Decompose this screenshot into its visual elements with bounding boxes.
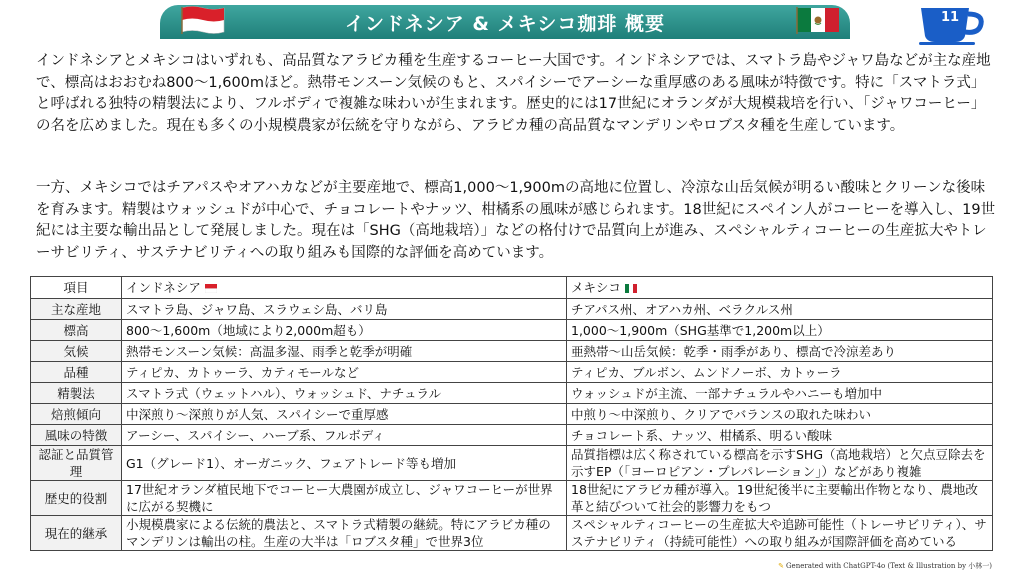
footer-credit [778, 561, 992, 571]
mexico-cell: スペシャルティコーヒーの生産拡大や追跡可能性（トレーサビリティ）、サステナビリティ（持続可能性）への取り組みが国際評価を高めている [567, 516, 993, 551]
row-label: 歴史的役割 [31, 481, 122, 516]
mexico-cell: 中煎り〜中深煎り、クリアでバランスの取れた味わい [567, 404, 993, 425]
table-row [31, 362, 993, 383]
indonesia-cell: 17世紀オランダ植民地下でコーヒー大農園が成立し、ジャワコーヒーが世界に広がる契機に [122, 481, 567, 516]
header-mexico [567, 277, 993, 299]
mexico-mini-flag-icon [625, 284, 637, 293]
indonesia-cell: 800〜1,600m（地域により2,000m超も） [122, 320, 567, 341]
table-header-row [31, 277, 993, 299]
header-indonesia-label: インドネシア [126, 280, 201, 295]
title-banner [160, 5, 850, 39]
mexico-cell: 1,000〜1,900m（SHG基準で1,200m以上） [567, 320, 993, 341]
indonesia-cell: 小規模農家による伝統的農法と、スマトラ式精製の継続。特にアラビカ種のマンデリンは輸出の柱。生産の大半は「ロブスタ種」で世界3位 [122, 516, 567, 551]
mexico-cell: チョコレート系、ナッツ、柑橘系、明るい酸味 [567, 425, 993, 446]
intro-paragraph-2 [36, 178, 996, 264]
row-label: 品種 [31, 362, 122, 383]
indonesia-cell: スマトラ式（ウェットハル）、ウォッシュド、ナチュラル [122, 383, 567, 404]
indonesia-cell: ティピカ、カトゥーラ、カティモールなど [122, 362, 567, 383]
header-item: 項目 [31, 277, 122, 299]
row-label: 標高 [31, 320, 122, 341]
table-row [31, 341, 993, 362]
table-row [31, 446, 993, 481]
comparison-table [30, 276, 993, 551]
mexico-flag-icon [795, 4, 841, 36]
mexico-cell: ティピカ、ブルボン、ムンドノーボ、カトゥーラ [567, 362, 993, 383]
indonesia-cell: G1（グレード1）、オーガニック、フェアトレード等も増加 [122, 446, 567, 481]
row-label: 風味の特徴 [31, 425, 122, 446]
indonesia-flag-icon [180, 4, 226, 36]
intro-text-2: 一方、メキシコではチアパスやオアハカなどが主要産地で、標高1,000〜1,900mの高地に位置し、冷涼な山岳気候が明るい酸味とクリーンな後味を育みます。精製はウォッシュドが中心で、チョコレートやナッツ、柑橘系の風味が感じられます。18世紀にスペイン人がコーヒーを導入し、19世紀には主要な輸出品として発展しました。現在は「SHG（高地栽培）」などの格付けで品質向上が進み、スペシャルティコーヒーの生産拡大やトレーサビリティ、サステナビリティへの取り組みも国際的な評価を高めています。 [36, 180, 996, 261]
mexico-cell: チアパス州、オアハカ州、ベラクルス州 [567, 299, 993, 320]
indonesia-cell: スマトラ島、ジャワ島、スラウェシ島、バリ島 [122, 299, 567, 320]
indonesia-cell: アーシー、スパイシー、ハーブ系、フルボディ [122, 425, 567, 446]
indonesia-cell: 中深煎り〜深煎りが人気、スパイシーで重厚感 [122, 404, 567, 425]
row-label: 精製法 [31, 383, 122, 404]
indonesia-mini-flag-icon [205, 284, 217, 293]
row-label: 現在的継承 [31, 516, 122, 551]
header-mexico-label: メキシコ [571, 280, 621, 295]
table-row [31, 299, 993, 320]
table-row [31, 481, 993, 516]
table-row [31, 404, 993, 425]
table-row [31, 320, 993, 341]
table-row [31, 516, 993, 551]
mexico-cell: 18世紀にアラビカ種が導入。19世紀後半に主要輸出作物となり、農地改革と結びついて社会的影響力をもつ [567, 481, 993, 516]
lightbulb-icon: ✎ [778, 562, 784, 570]
footer-credit-text: Generated with ChatGPT-4o (Text & Illustration by 小林一) [785, 562, 992, 570]
mexico-cell: 亜熱帯〜山岳気候：乾季・雨季があり、標高で冷涼差あり [567, 341, 993, 362]
row-label: 気候 [31, 341, 122, 362]
row-label: 焙煎傾向 [31, 404, 122, 425]
row-label: 認証と品質管理 [31, 446, 122, 481]
intro-paragraph-1 [36, 51, 996, 137]
table-row [31, 425, 993, 446]
row-label: 主な産地 [31, 299, 122, 320]
intro-text-1: インドネシアとメキシコはいずれも、高品質なアラビカ種を生産するコーヒー大国です。インドネシアでは、スマトラ島やジャワ島などが主な産地で、標高はおおむね800〜1,600mほど。熱帯モンスーン気候のもと、スパイシーでアーシーな重厚感のある風味が特徴です。特に「スマトラ式」と呼ばれる独特の精製法により、フルボディで複雑な味わいが生まれます。歴史的には17世紀にオランダが大規模栽培を行い、「ジャワコーヒー」の名を広めました。現在も多くの小規模農家が伝統を守りながら、アラビカ種の高品質なマンデリンやロブスタ種を生産しています。 [36, 53, 991, 134]
table-row [31, 383, 993, 404]
header-indonesia [122, 277, 567, 299]
indonesia-cell: 熱帯モンスーン気候：高温多湿、雨季と乾季が明確 [122, 341, 567, 362]
page-title: インドネシア & メキシコ珈琲 概要 [344, 12, 666, 35]
mexico-cell: ウォッシュドが主流、一部ナチュラルやハニーも増加中 [567, 383, 993, 404]
mexico-cell: 品質指標は広く称されている標高を示すSHG（高地栽培）と欠点豆除去を示すEP（「ヨーロピアン・プレパレーション」）などがあり複雑 [567, 446, 993, 481]
page-number: 11 [940, 10, 960, 25]
